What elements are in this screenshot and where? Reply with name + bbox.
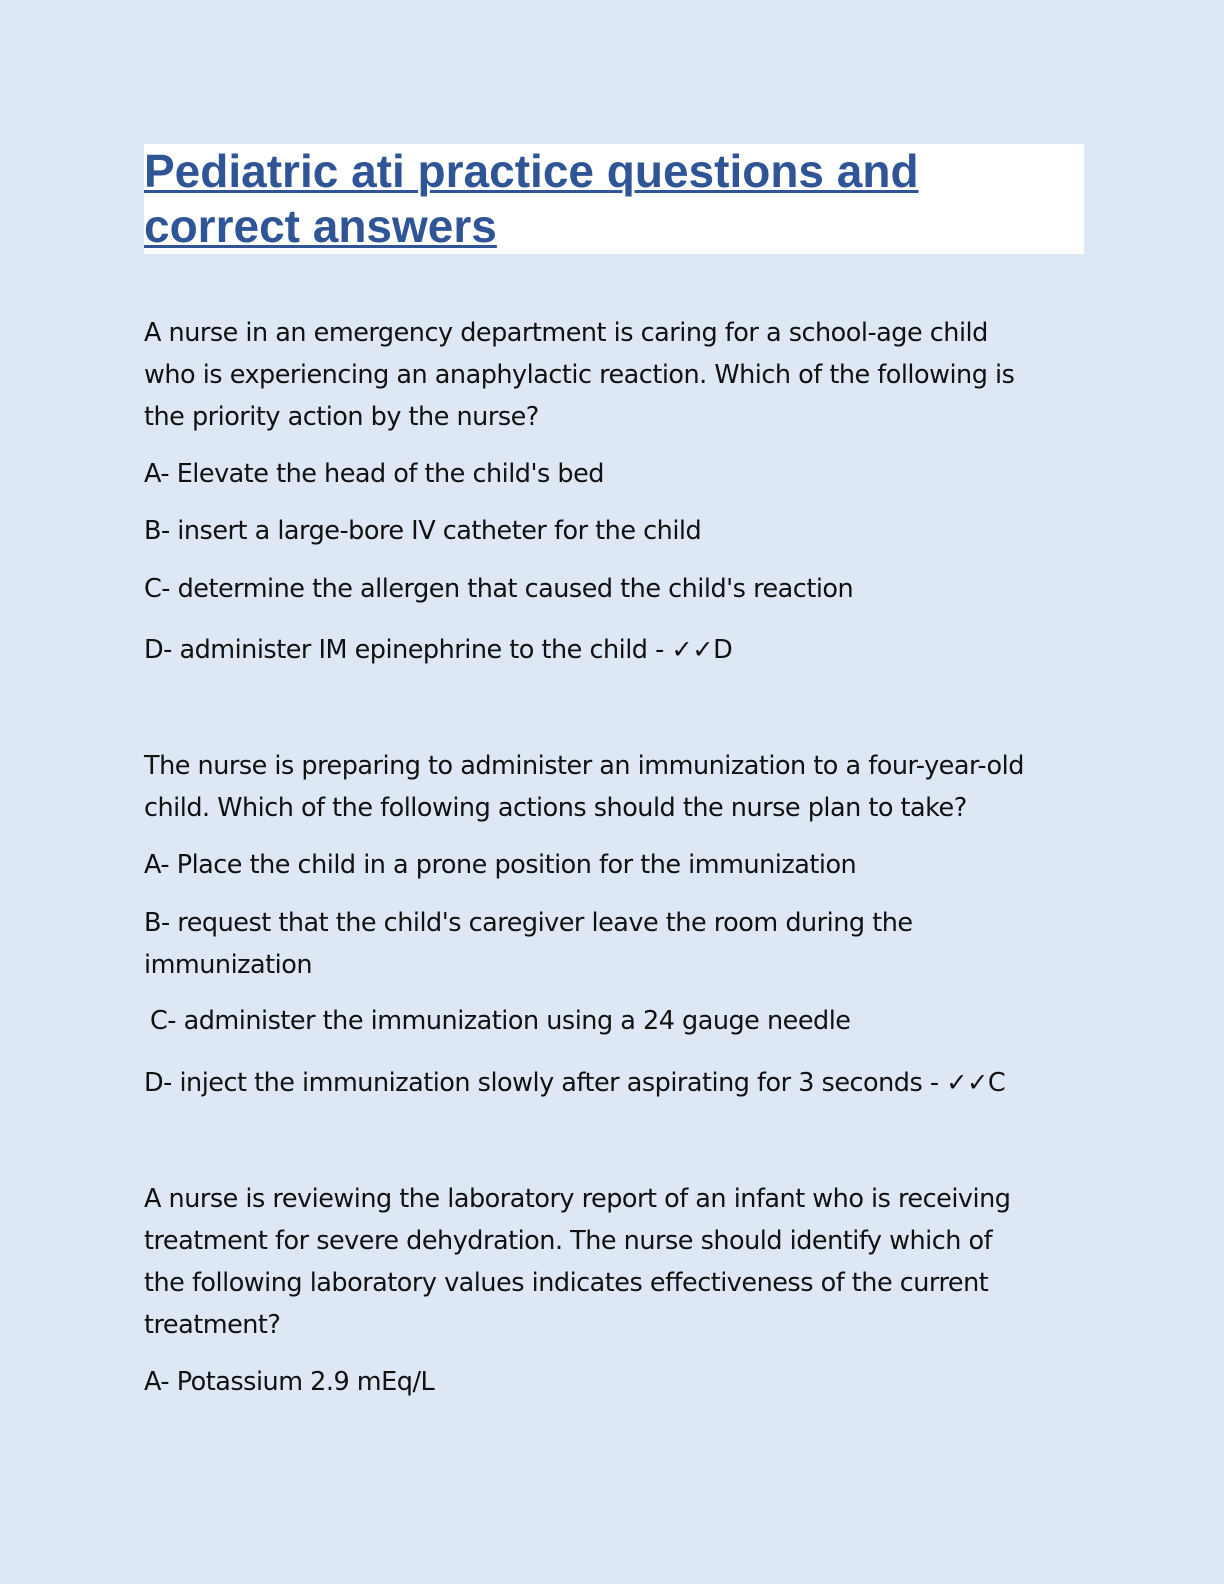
question-1-option-b: B- insert a large-bore IV catheter for the child: [144, 516, 702, 546]
question-3-option-a: A- Potassium 2.9 mEq/L: [144, 1367, 435, 1397]
option-text: D- administer IM epinephrine to the child -: [144, 635, 672, 665]
correct-answer: D: [713, 635, 733, 665]
option-line: B- request that the child's caregiver leave the room during the: [144, 908, 913, 938]
question-1-option-a: A- Elevate the head of the child's bed: [144, 459, 604, 489]
question-stem-line: The nurse is preparing to administer an immunization to a four-year-old: [144, 751, 1024, 781]
question-1-option-d: [144, 629, 732, 671]
option-line: immunization: [144, 950, 313, 980]
question-2-stem: [144, 745, 1024, 829]
title-line-1: Pediatric ati practice questions and: [144, 145, 919, 197]
correct-answer: C: [987, 1068, 1006, 1098]
question-stem-line: the following laboratory values indicates effectiveness of the current: [144, 1268, 989, 1298]
check-mark-icon: ✓✓: [946, 1068, 988, 1098]
document-page: [144, 0, 1084, 1584]
question-stem-line: treatment for severe dehydration. The nurse should identify which of: [144, 1226, 993, 1256]
question-stem-line: A nurse in an emergency department is caring for a school-age child: [144, 318, 988, 348]
question-stem-line: child. Which of the following actions should the nurse plan to take?: [144, 793, 967, 823]
question-3-stem: [144, 1178, 1010, 1346]
option-text: D- inject the immunization slowly after aspirating for 3 seconds -: [144, 1068, 947, 1098]
question-1-stem: [144, 312, 1014, 438]
question-stem-line: treatment?: [144, 1310, 281, 1340]
question-stem-line: the priority action by the nurse?: [144, 402, 539, 432]
check-mark-icon: ✓✓: [671, 635, 714, 665]
question-2-option-a: A- Place the child in a prone position for the immunization: [144, 850, 857, 880]
question-stem-line: who is experiencing an anaphylactic reaction. Which of the following is: [144, 360, 1015, 390]
question-2-option-b: [144, 902, 913, 986]
title-line-2: correct answers: [144, 200, 497, 252]
question-1-option-c: C- determine the allergen that caused the child's reaction: [144, 574, 854, 604]
title-box: [144, 144, 1084, 254]
question-stem-line: A nurse is reviewing the laboratory report of an infant who is receiving: [144, 1184, 1011, 1214]
page-title: [144, 144, 1084, 254]
question-2-option-c: C- administer the immunization using a 24 gauge needle: [150, 1006, 851, 1036]
question-2-option-d: [144, 1062, 1005, 1104]
